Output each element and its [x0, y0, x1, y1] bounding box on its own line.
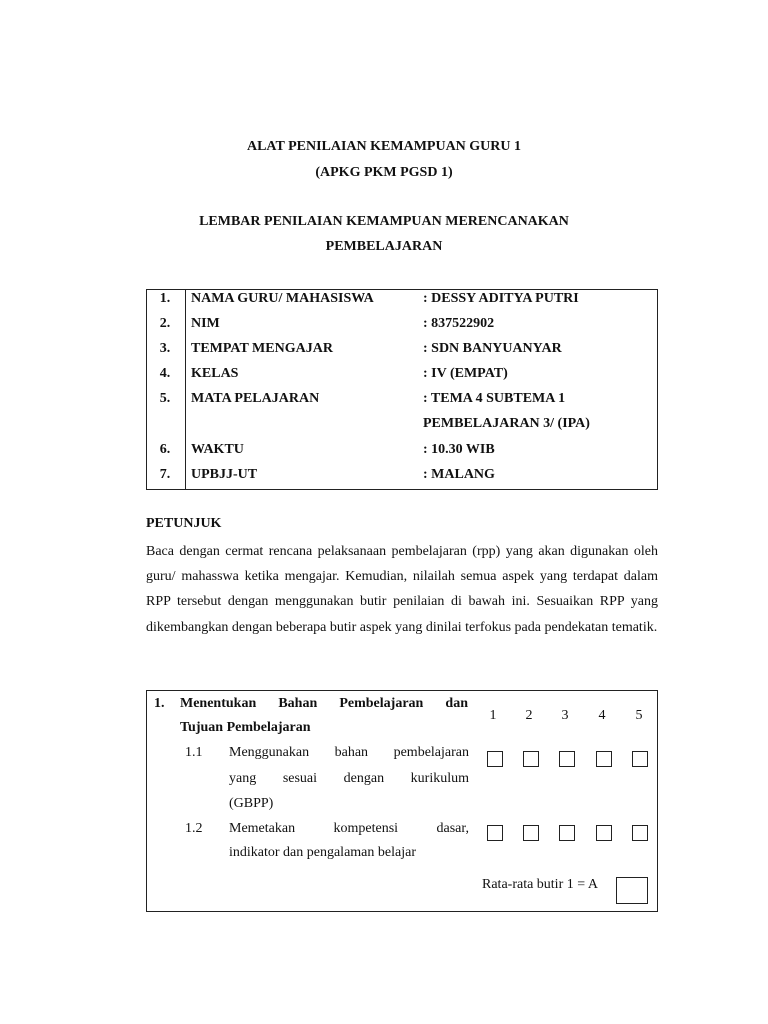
score-checkbox-5[interactable]	[632, 825, 648, 841]
average-score-box[interactable]	[616, 877, 648, 904]
field-value: : SDN BANYUANYAR	[423, 341, 562, 356]
item-text: (GBPP)	[229, 796, 274, 811]
column-divider	[185, 290, 186, 489]
scale-label-2: 2	[525, 708, 533, 723]
row-number: 1.	[159, 291, 171, 306]
field-label: MATA PELAJARAN	[191, 391, 320, 406]
score-checkbox-1[interactable]	[487, 751, 503, 767]
field-value: : TEMA 4 SUBTEMA 1	[423, 391, 566, 406]
field-value: : 837522902	[423, 316, 495, 331]
field-value: PEMBELAJARAN 3/ (IPA)	[423, 416, 590, 431]
row-number: 5.	[159, 391, 171, 406]
average-label: Rata-rata butir 1 = A	[482, 877, 598, 892]
scale-label-1: 1	[489, 708, 497, 723]
score-checkbox-3[interactable]	[559, 825, 575, 841]
instructions-paragraph: Baca dengan cermat rencana pelaksanaan pembelajaran (rpp) yang akan digunakan oleh guru/ mahasswa ketika mengajar. Kemudian, nilailah semua aspek yang terdapat dalam RPP tersebut dengan menggunakan butir penilaian di bawah ini. Sesuaikan RPP yang dikembangkan dengan beberapa butir aspek yang dinilai terfokus pada pendekatan tematik.	[146, 544, 658, 635]
row-number: 6.	[159, 442, 171, 457]
score-checkbox-4[interactable]	[596, 751, 612, 767]
item-number: 1.2	[185, 821, 203, 836]
document-code: (APKG PKM PGSD 1)	[315, 165, 453, 180]
score-checkbox-4[interactable]	[596, 825, 612, 841]
row-number: 4.	[159, 366, 171, 381]
item-text: Memetakan kompetensi dasar,	[229, 821, 469, 836]
scale-label-3: 3	[561, 708, 569, 723]
section-title-continued: Tujuan Pembelajaran	[180, 720, 311, 735]
item-text: yang sesuai dengan kurikulum	[229, 771, 469, 786]
field-value: : IV (EMPAT)	[423, 366, 508, 381]
row-number: 7.	[159, 467, 171, 482]
item-text: Menggunakan bahan pembelajaran	[229, 745, 469, 760]
document-title: ALAT PENILAIAN KEMAMPUAN GURU 1	[246, 139, 522, 154]
field-value: : 10.30 WIB	[423, 442, 495, 457]
scale-label-4: 4	[598, 708, 606, 723]
sheet-title-continued: PEMBELAJARAN	[325, 239, 443, 254]
row-number: 3.	[159, 341, 171, 356]
assessment-rubric	[146, 690, 658, 912]
field-label: TEMPAT MENGAJAR	[191, 341, 333, 356]
score-checkbox-1[interactable]	[487, 825, 503, 841]
field-label: WAKTU	[191, 442, 244, 457]
field-value: : MALANG	[423, 467, 495, 482]
row-number: 2.	[159, 316, 171, 331]
scale-label-5: 5	[635, 708, 643, 723]
field-value: : DESSY ADITYA PUTRI	[423, 291, 579, 306]
section-number: 1.	[154, 696, 165, 711]
score-checkbox-5[interactable]	[632, 751, 648, 767]
field-label: NIM	[191, 316, 220, 331]
item-text: indikator dan pengalaman belajar	[229, 845, 416, 860]
field-label: NAMA GURU/ MAHASISWA	[191, 291, 374, 306]
field-label: UPBJJ-UT	[191, 467, 258, 482]
section-title: Menentukan Bahan Pembelajaran dan	[180, 696, 468, 711]
score-checkbox-2[interactable]	[523, 751, 539, 767]
item-number: 1.1	[185, 745, 203, 760]
field-label: KELAS	[191, 366, 239, 381]
instructions-heading: PETUNJUK	[146, 516, 222, 531]
sheet-title: LEMBAR PENILAIAN KEMAMPUAN MERENCANAKAN	[199, 214, 569, 229]
score-checkbox-2[interactable]	[523, 825, 539, 841]
identity-table	[146, 289, 658, 490]
score-checkbox-3[interactable]	[559, 751, 575, 767]
